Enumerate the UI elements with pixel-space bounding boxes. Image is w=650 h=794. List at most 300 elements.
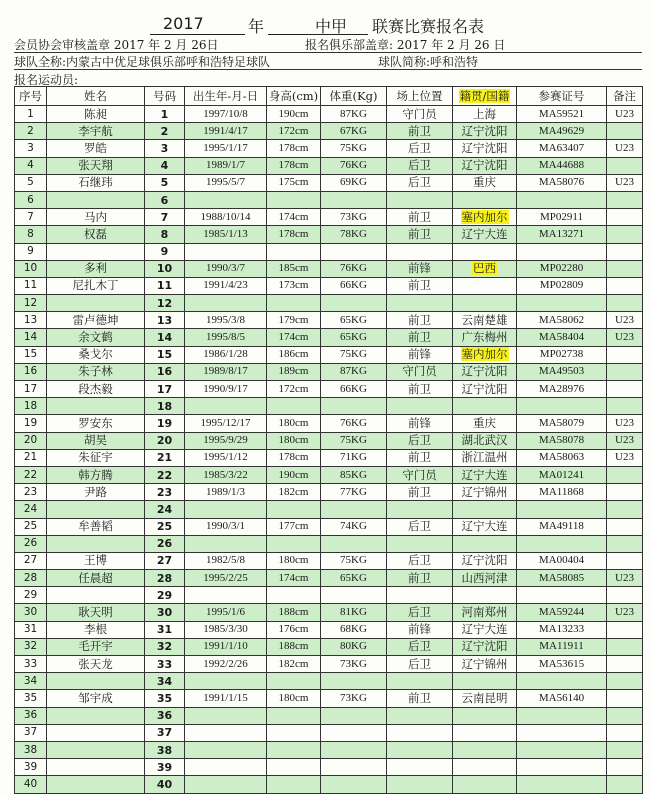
weight-cell (321, 741, 387, 758)
position-cell (387, 191, 453, 208)
cert-number-cell (517, 707, 607, 724)
shirt-number-cell: 33 (145, 656, 185, 673)
table-row (15, 552, 643, 569)
row-index-cell: 7 (15, 209, 47, 226)
player-name-cell: 胡昊 (47, 432, 145, 449)
note-cell (607, 501, 643, 518)
height-cell: 178cm (267, 140, 321, 157)
player-roster-table (14, 86, 643, 794)
birth-date-cell: 1991/1/10 (185, 638, 267, 655)
title-year-unit: 年 (248, 17, 265, 36)
cert-number-cell: MP02738 (517, 346, 607, 363)
height-cell: 175cm (267, 174, 321, 191)
note-cell (607, 209, 643, 226)
player-name-cell (47, 243, 145, 260)
birth-date-cell (185, 535, 267, 552)
origin-cell: 辽宁沈阳 (453, 140, 517, 157)
origin-cell: 山西河津 (453, 570, 517, 587)
player-name-cell: 毛开宇 (47, 638, 145, 655)
height-cell: 188cm (267, 604, 321, 621)
weight-cell (321, 295, 387, 312)
row-index-cell: 21 (15, 449, 47, 466)
club-stamp-line: 报名俱乐部盖章: 2017 年 2 月 26 日 (305, 38, 506, 52)
height-cell: 172cm (267, 381, 321, 398)
birth-date-cell: 1988/10/14 (185, 209, 267, 226)
shirt-number-cell: 26 (145, 535, 185, 552)
col-header-origin: 籍贯/国籍 (453, 87, 517, 106)
table-row (15, 260, 643, 277)
table-row (15, 106, 643, 123)
position-cell: 后卫 (387, 638, 453, 655)
position-cell: 守门员 (387, 363, 453, 380)
height-cell: 178cm (267, 226, 321, 243)
birth-date-cell (185, 724, 267, 741)
position-cell: 前卫 (387, 277, 453, 294)
cert-number-cell: MA49629 (517, 123, 607, 140)
note-cell (607, 690, 643, 707)
shirt-number-cell: 4 (145, 157, 185, 174)
position-cell: 后卫 (387, 518, 453, 535)
origin-cell: 辽宁锦州 (453, 656, 517, 673)
weight-cell (321, 535, 387, 552)
cert-number-cell (517, 673, 607, 690)
origin-cell: 广东梅州 (453, 329, 517, 346)
row-index-cell: 1 (15, 106, 47, 123)
note-cell (607, 673, 643, 690)
row-index-cell: 20 (15, 432, 47, 449)
birth-date-cell (185, 501, 267, 518)
height-cell: 186cm (267, 346, 321, 363)
cert-number-cell: MA56140 (517, 690, 607, 707)
height-cell (267, 587, 321, 604)
origin-cell (453, 707, 517, 724)
position-cell (387, 243, 453, 260)
weight-cell: 74KG (321, 518, 387, 535)
weight-cell: 67KG (321, 123, 387, 140)
weight-cell: 75KG (321, 140, 387, 157)
cert-number-cell (517, 741, 607, 758)
birth-date-cell: 1986/1/28 (185, 346, 267, 363)
origin-cell: 重庆 (453, 415, 517, 432)
height-cell (267, 243, 321, 260)
position-cell: 前卫 (387, 449, 453, 466)
birth-date-cell (185, 759, 267, 776)
player-name-cell: 尼扎木丁 (47, 277, 145, 294)
shirt-number-cell: 7 (145, 209, 185, 226)
player-name-cell: 段杰毅 (47, 381, 145, 398)
weight-cell (321, 243, 387, 260)
height-cell: 190cm (267, 466, 321, 483)
position-cell: 后卫 (387, 604, 453, 621)
shirt-number-cell: 10 (145, 260, 185, 277)
shirt-number-cell: 14 (145, 329, 185, 346)
birth-date-cell: 1985/3/22 (185, 466, 267, 483)
weight-cell: 65KG (321, 570, 387, 587)
note-cell: U23 (607, 329, 643, 346)
player-name-cell: 余文鹤 (47, 329, 145, 346)
row-index-cell: 4 (15, 157, 47, 174)
table-row (15, 776, 643, 793)
player-name-cell (47, 724, 145, 741)
note-cell: U23 (607, 604, 643, 621)
note-cell (607, 466, 643, 483)
origin-cell: 辽宁大连 (453, 621, 517, 638)
position-cell (387, 707, 453, 724)
birth-date-cell: 1989/1/3 (185, 484, 267, 501)
note-cell: U23 (607, 449, 643, 466)
team-short-label: 球队简称: (378, 55, 431, 69)
height-cell: 177cm (267, 518, 321, 535)
row-index-cell: 16 (15, 363, 47, 380)
player-name-cell (47, 398, 145, 415)
birth-date-cell: 1989/8/17 (185, 363, 267, 380)
position-cell: 守门员 (387, 466, 453, 483)
birth-date-cell: 1985/3/30 (185, 621, 267, 638)
origin-cell: 辽宁锦州 (453, 484, 517, 501)
col-header-name: 姓名 (47, 87, 145, 106)
note-cell (607, 759, 643, 776)
note-cell (607, 621, 643, 638)
player-name-cell: 王博 (47, 552, 145, 569)
cert-number-cell: MA58079 (517, 415, 607, 432)
player-name-cell (47, 501, 145, 518)
origin-cell: 浙江温州 (453, 449, 517, 466)
origin-highlight: 塞内加尔 (461, 209, 508, 224)
origin-cell: 辽宁大连 (453, 466, 517, 483)
note-cell (607, 518, 643, 535)
shirt-number-cell: 9 (145, 243, 185, 260)
shirt-number-cell: 6 (145, 191, 185, 208)
table-row (15, 484, 643, 501)
position-cell: 前锋 (387, 260, 453, 277)
weight-cell: 73KG (321, 690, 387, 707)
cert-number-cell (517, 587, 607, 604)
position-cell: 前卫 (387, 484, 453, 501)
weight-cell: 78KG (321, 226, 387, 243)
table-row (15, 381, 643, 398)
origin-cell (453, 724, 517, 741)
weight-cell: 65KG (321, 312, 387, 329)
birth-date-cell (185, 673, 267, 690)
col-header-weight: 体重(Kg) (321, 87, 387, 106)
row-index-cell: 32 (15, 638, 47, 655)
team-full-name: 内蒙古中优足球俱乐部呼和浩特足球队 (66, 55, 271, 69)
weight-cell: 80KG (321, 638, 387, 655)
shirt-number-cell: 3 (145, 140, 185, 157)
player-name-cell (47, 535, 145, 552)
origin-cell: 云南昆明 (453, 690, 517, 707)
birth-date-cell: 1990/3/1 (185, 518, 267, 535)
table-row (15, 673, 643, 690)
row-index-cell: 36 (15, 707, 47, 724)
weight-cell: 73KG (321, 656, 387, 673)
birth-date-cell: 1995/1/17 (185, 140, 267, 157)
player-name-cell (47, 587, 145, 604)
weight-cell: 68KG (321, 621, 387, 638)
cert-number-cell: MP02911 (517, 209, 607, 226)
player-name-cell (47, 759, 145, 776)
position-cell (387, 776, 453, 793)
shirt-number-cell: 17 (145, 381, 185, 398)
row-index-cell: 2 (15, 123, 47, 140)
row-index-cell: 38 (15, 741, 47, 758)
shirt-number-cell: 22 (145, 466, 185, 483)
row-index-cell: 18 (15, 398, 47, 415)
weight-cell: 75KG (321, 346, 387, 363)
note-cell: U23 (607, 432, 643, 449)
cert-number-cell: MA63407 (517, 140, 607, 157)
weight-cell: 69KG (321, 174, 387, 191)
col-header-number: 号码 (145, 87, 185, 106)
weight-cell (321, 398, 387, 415)
table-row (15, 363, 643, 380)
weight-cell: 81KG (321, 604, 387, 621)
height-cell: 179cm (267, 312, 321, 329)
col-header-index: 序号 (15, 87, 47, 106)
note-cell (607, 535, 643, 552)
row-index-cell: 14 (15, 329, 47, 346)
table-row (15, 466, 643, 483)
origin-highlight: 巴西 (473, 261, 496, 276)
position-cell (387, 759, 453, 776)
position-cell (387, 535, 453, 552)
table-row (15, 174, 643, 191)
weight-cell: 75KG (321, 432, 387, 449)
shirt-number-cell: 8 (145, 226, 185, 243)
shirt-number-cell: 27 (145, 552, 185, 569)
height-cell (267, 707, 321, 724)
position-cell (387, 398, 453, 415)
player-name-cell (47, 776, 145, 793)
cert-number-cell: MA28976 (517, 381, 607, 398)
weight-cell (321, 501, 387, 518)
shirt-number-cell: 32 (145, 638, 185, 655)
weight-cell (321, 587, 387, 604)
position-cell: 前卫 (387, 381, 453, 398)
origin-cell: 重庆 (453, 174, 517, 191)
origin-cell (453, 535, 517, 552)
table-row (15, 741, 643, 758)
weight-cell: 76KG (321, 415, 387, 432)
note-cell: U23 (607, 312, 643, 329)
birth-date-cell (185, 707, 267, 724)
row-index-cell: 27 (15, 552, 47, 569)
position-cell: 前卫 (387, 690, 453, 707)
table-row (15, 312, 643, 329)
player-name-cell: 罗皓 (47, 140, 145, 157)
birth-date-cell: 1995/5/7 (185, 174, 267, 191)
weight-cell: 65KG (321, 329, 387, 346)
origin-cell (453, 776, 517, 793)
height-cell (267, 398, 321, 415)
height-cell: 180cm (267, 415, 321, 432)
cert-number-cell: MA53615 (517, 656, 607, 673)
birth-date-cell: 1991/4/17 (185, 123, 267, 140)
shirt-number-cell: 31 (145, 621, 185, 638)
note-cell (607, 638, 643, 655)
table-row (15, 759, 643, 776)
origin-cell (453, 501, 517, 518)
cert-number-cell: MA58085 (517, 570, 607, 587)
cert-number-cell: MA13233 (517, 621, 607, 638)
birth-date-cell: 1989/1/7 (185, 157, 267, 174)
shirt-number-cell: 13 (145, 312, 185, 329)
origin-cell (453, 191, 517, 208)
cert-number-cell: MA00404 (517, 552, 607, 569)
cert-number-cell: MA58063 (517, 449, 607, 466)
team-short-name-row (378, 53, 478, 70)
row-index-cell: 31 (15, 621, 47, 638)
row-index-cell: 19 (15, 415, 47, 432)
player-name-cell: 韩方腾 (47, 466, 145, 483)
note-cell (607, 552, 643, 569)
position-cell: 后卫 (387, 140, 453, 157)
origin-cell (453, 277, 517, 294)
height-cell (267, 741, 321, 758)
row-index-cell: 9 (15, 243, 47, 260)
table-row (15, 570, 643, 587)
height-cell (267, 724, 321, 741)
team-short-name: 呼和浩特 (430, 55, 479, 69)
row-index-cell: 6 (15, 191, 47, 208)
title-year: 2017 (163, 14, 204, 33)
shirt-number-cell: 25 (145, 518, 185, 535)
origin-cell: 辽宁大连 (453, 226, 517, 243)
row-index-cell: 24 (15, 501, 47, 518)
shirt-number-cell: 35 (145, 690, 185, 707)
position-cell: 前锋 (387, 346, 453, 363)
note-cell (607, 656, 643, 673)
table-row (15, 587, 643, 604)
weight-cell: 66KG (321, 277, 387, 294)
row-index-cell: 5 (15, 174, 47, 191)
table-row (15, 415, 643, 432)
table-row (15, 518, 643, 535)
row-index-cell: 40 (15, 776, 47, 793)
shirt-number-cell: 21 (145, 449, 185, 466)
position-cell: 后卫 (387, 656, 453, 673)
position-cell (387, 501, 453, 518)
player-name-cell: 李宇航 (47, 123, 145, 140)
cert-number-cell (517, 776, 607, 793)
player-name-cell: 任晨超 (47, 570, 145, 587)
height-cell: 174cm (267, 209, 321, 226)
height-cell (267, 295, 321, 312)
origin-cell: 辽宁沈阳 (453, 638, 517, 655)
table-row (15, 191, 643, 208)
origin-cell (453, 759, 517, 776)
player-name-cell: 石继玮 (47, 174, 145, 191)
position-cell: 前锋 (387, 415, 453, 432)
cert-number-cell: MA11868 (517, 484, 607, 501)
weight-cell: 71KG (321, 449, 387, 466)
note-cell (607, 226, 643, 243)
row-index-cell: 17 (15, 381, 47, 398)
height-cell: 190cm (267, 106, 321, 123)
table-row (15, 398, 643, 415)
birth-date-cell (185, 243, 267, 260)
shirt-number-cell: 36 (145, 707, 185, 724)
origin-cell: 河南郑州 (453, 604, 517, 621)
row-index-cell: 23 (15, 484, 47, 501)
position-cell: 前卫 (387, 209, 453, 226)
row-index-cell: 37 (15, 724, 47, 741)
weight-cell (321, 759, 387, 776)
note-cell (607, 277, 643, 294)
table-row (15, 277, 643, 294)
shirt-number-cell: 37 (145, 724, 185, 741)
birth-date-cell: 1995/8/5 (185, 329, 267, 346)
note-cell: U23 (607, 140, 643, 157)
birth-date-cell (185, 776, 267, 793)
origin-cell: 辽宁大连 (453, 518, 517, 535)
height-cell (267, 535, 321, 552)
note-cell (607, 243, 643, 260)
shirt-number-cell: 20 (145, 432, 185, 449)
cert-number-cell: MP02809 (517, 277, 607, 294)
weight-cell: 87KG (321, 106, 387, 123)
team-full-label: 球队全称: (14, 55, 67, 69)
origin-cell (453, 243, 517, 260)
shirt-number-cell: 5 (145, 174, 185, 191)
table-row (15, 604, 643, 621)
position-cell: 前卫 (387, 312, 453, 329)
birth-date-cell (185, 587, 267, 604)
row-index-cell: 11 (15, 277, 47, 294)
note-cell (607, 295, 643, 312)
height-cell: 174cm (267, 329, 321, 346)
shirt-number-cell: 12 (145, 295, 185, 312)
shirt-number-cell: 16 (145, 363, 185, 380)
origin-cell (453, 741, 517, 758)
title-league: 中甲 (315, 17, 348, 36)
table-header-row (15, 87, 643, 106)
player-name-cell: 张天翔 (47, 157, 145, 174)
shirt-number-cell: 38 (145, 741, 185, 758)
position-cell (387, 587, 453, 604)
birth-date-cell: 1997/10/8 (185, 106, 267, 123)
origin-cell: 湖北武汉 (453, 432, 517, 449)
cert-number-cell (517, 295, 607, 312)
row-index-cell: 35 (15, 690, 47, 707)
origin-cell (453, 587, 517, 604)
weight-cell: 85KG (321, 466, 387, 483)
table-row (15, 690, 643, 707)
birth-date-cell (185, 741, 267, 758)
position-cell (387, 741, 453, 758)
cert-number-cell (517, 724, 607, 741)
row-index-cell: 28 (15, 570, 47, 587)
association-stamp-line: 会员协会审核盖章 2017 年 2 月 26日 (14, 38, 219, 52)
team-full-name-row (14, 53, 270, 70)
table-row (15, 140, 643, 157)
note-cell: U23 (607, 415, 643, 432)
height-cell: 185cm (267, 260, 321, 277)
row-index-cell: 25 (15, 518, 47, 535)
origin-cell (453, 673, 517, 690)
title-underline-year (150, 34, 245, 35)
note-cell: U23 (607, 174, 643, 191)
form-title (0, 10, 650, 36)
weight-cell (321, 776, 387, 793)
player-name-cell: 张天龙 (47, 656, 145, 673)
note-cell (607, 260, 643, 277)
height-cell (267, 501, 321, 518)
weight-cell (321, 724, 387, 741)
position-cell: 后卫 (387, 432, 453, 449)
table-row (15, 123, 643, 140)
table-row (15, 535, 643, 552)
